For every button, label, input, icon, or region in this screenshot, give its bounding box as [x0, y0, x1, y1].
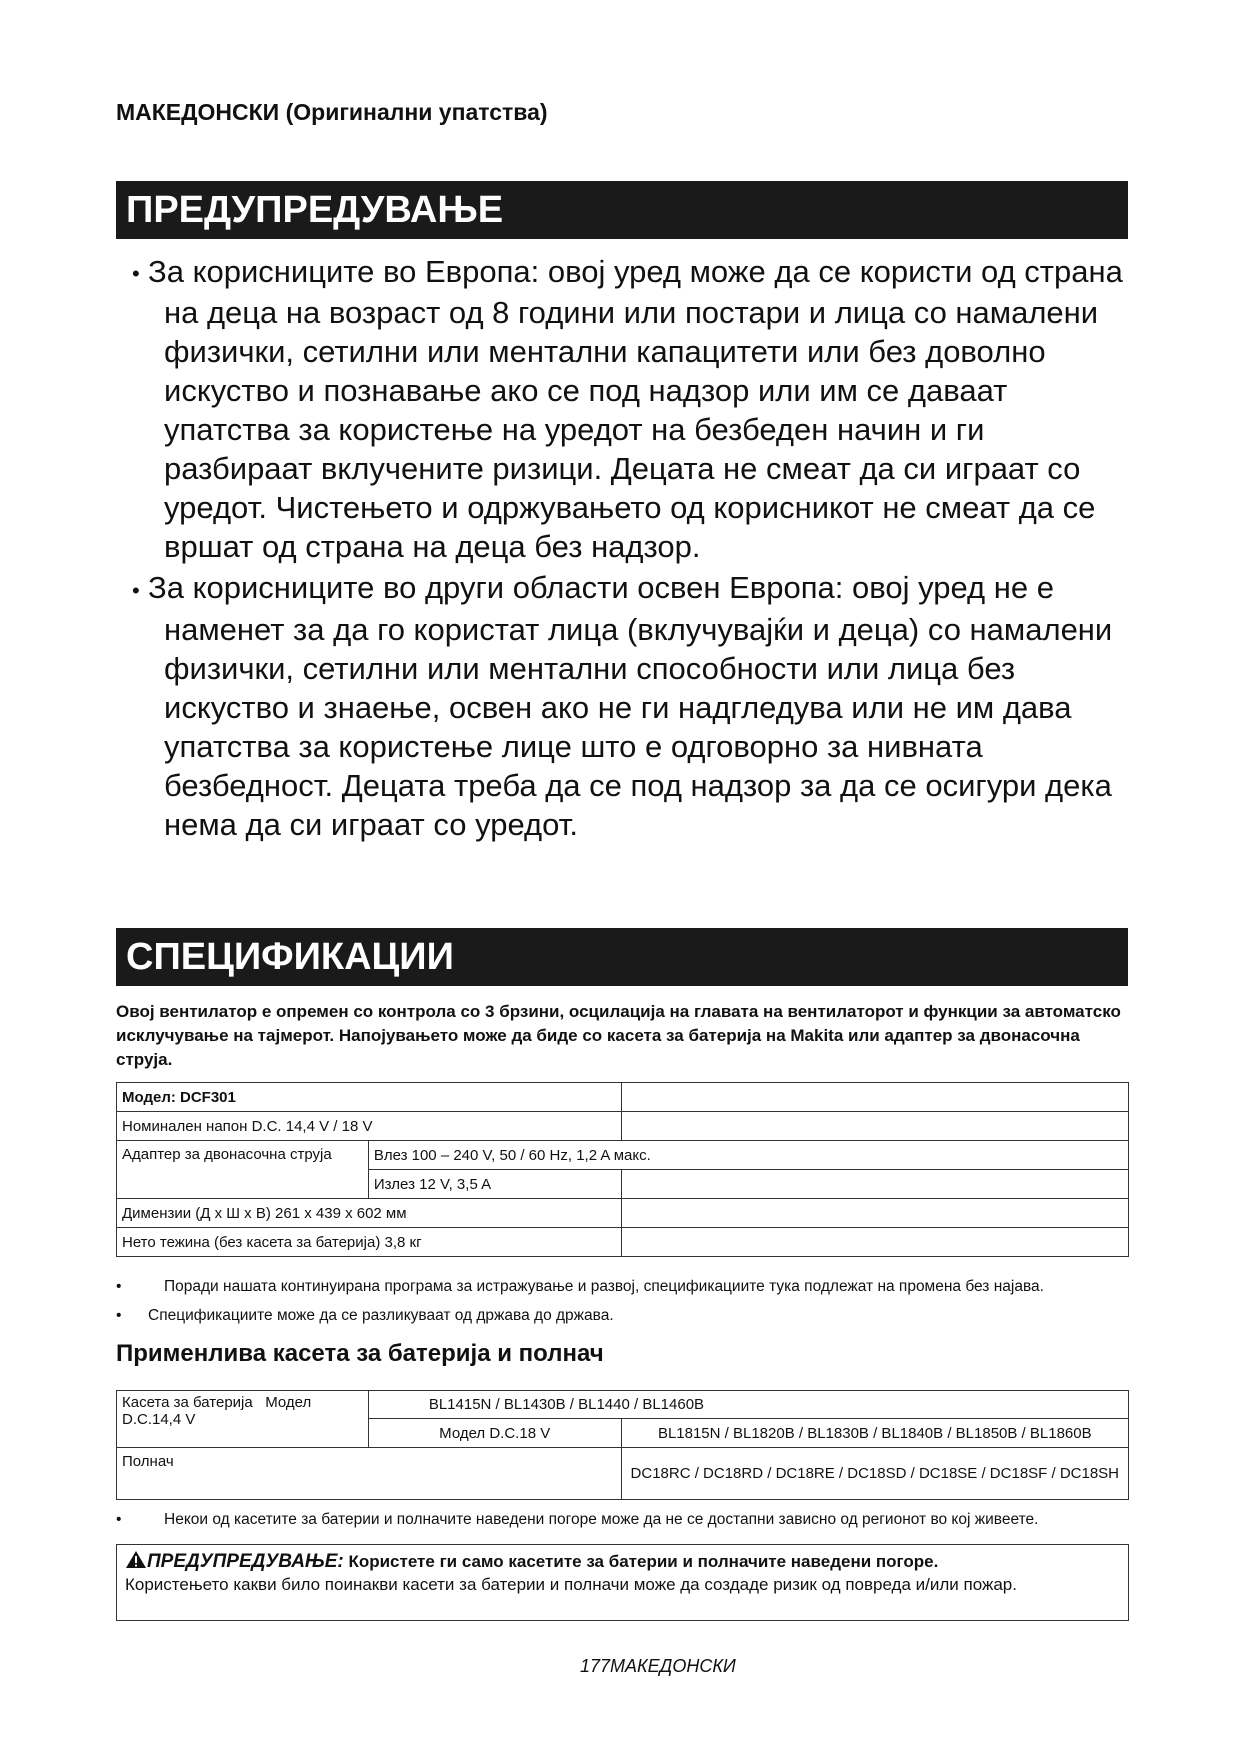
bullet-icon: •	[132, 577, 140, 603]
table-row	[117, 1141, 1129, 1170]
chargers-cell: DC18RC / DC18RD / DC18RE / DC18SD / DC18SE / DC18SF / DC18SH	[621, 1448, 1128, 1500]
spec-note-rnd: • Поради нашата континуирана програма за истражување и развој, спецификациите тука подлежат на промена без најава.	[116, 1278, 1044, 1295]
caution-word: ПРЕДУПРЕДУВАЊЕ:	[147, 1551, 344, 1572]
table-row	[117, 1391, 1129, 1419]
caution-box	[116, 1544, 1129, 1621]
caution-text: Користењето какви било поинакви касети за батерии и полначи може да создаде ризик од повреда и/или пожар.	[125, 1575, 1017, 1594]
table-row	[117, 1228, 1129, 1257]
dimensions-cell: Димензии (Д x Ш x В) 261 x 439 x 602 мм	[117, 1199, 622, 1228]
bullet-icon: •	[132, 261, 140, 287]
warning-triangle-icon	[125, 1550, 147, 1569]
warning-list	[116, 252, 1136, 846]
warning-banner: ПРЕДУПРЕДУВАЊЕ	[116, 181, 1128, 239]
bullet-icon: •	[116, 1511, 122, 1528]
batteries-18-cell: BL1815N / BL1820B / BL1830B / BL1840B / BL1850B / BL1860B	[621, 1419, 1128, 1448]
charger-label-cell: Полнач	[117, 1448, 622, 1500]
battery-label-cell: Касета за батерија Модел D.C.14,4 V	[117, 1391, 369, 1448]
weight-cell: Нето тежина (без касета за батерија) 3,8 кг	[117, 1228, 622, 1257]
table-row	[117, 1112, 1129, 1141]
battery-heading: Применлива касета за батерија и полнач	[116, 1340, 604, 1367]
battery-note: • Некои од касетите за батерии и полначите наведени погоре може да не се достапни зависно од регионот во кој живеете.	[116, 1511, 1039, 1528]
table-row	[117, 1448, 1129, 1500]
spec-table	[116, 1082, 1129, 1257]
adapter-label-cell: Адаптер за двонасочна струја	[117, 1141, 369, 1199]
model-18-cell: Модел D.C.18 V	[368, 1419, 621, 1448]
spec-banner: СПЕЦИФИКАЦИИ	[116, 928, 1128, 986]
rated-voltage-cell: Номинален напон D.C. 14,4 V / 18 V	[117, 1112, 622, 1141]
adapter-in-cell: Влез 100 – 240 V, 50 / 60 Hz, 1,2 A макс.	[368, 1141, 1128, 1170]
table-row	[117, 1083, 1129, 1112]
adapter-out-cell: Излез 12 V, 3,5 A	[368, 1170, 621, 1199]
model-cell: Модел: DCF301	[117, 1083, 622, 1112]
table-row	[117, 1199, 1129, 1228]
warning-item-other: • За корисниците во други области освен Европа: овој уред не е наменет за да го користат лица (вклучувајќи и деца) со намалени физички, сетилни или ментални способности или лица без искуство и знаење, освен ако не ги надгледува или не им дава упатства за користење лице што е одговорно за нивната безбедност. Децата треба да се под надзор за да се осигури дека нема да си играат со уредот.	[132, 570, 1113, 842]
spec-intro: Овој вентилатор е опремен со контрола со 3 брзини, осцилација на главата на вентилаторот и функции за автоматско исклучување на тајмерот. Напојувањето може да биде со касета за батерија на Makita или адаптер за двонасочна струја.	[116, 1002, 1121, 1069]
language-title: МАКЕДОНСКИ (Оригинални упатства)	[116, 99, 548, 125]
batteries-144-cell: BL1415N / BL1430B / BL1440 / BL1460B	[368, 1391, 1128, 1419]
bullet-icon: •	[116, 1307, 122, 1324]
page-footer: 177МАКЕДОНСКИ	[580, 1656, 736, 1676]
caution-bold-text: Користете ги само касетите за батерии и полначите наведени погоре.	[348, 1552, 939, 1571]
bullet-icon: •	[116, 1278, 122, 1295]
spec-note-country: • Спецификациите може да се разликуваат од држава до држава.	[116, 1307, 614, 1324]
battery-table	[116, 1390, 1129, 1500]
warning-item-europe: • За корисниците во Европа: овој уред може да се користи од страна на деца на возраст од 8 години или постари и лица со намалени физички, сетилни или ментални капацитети или без доволно искуство и познавање ако се под надзор или им се даваат упатства за користење на уредот на безбеден начин и ги разбираат вклучените ризици. Децата не смеат да си играат со уредот. Чистењето и одржувањето од корисникот не смеат да се вршат од страна на деца без надзор.	[132, 254, 1123, 565]
